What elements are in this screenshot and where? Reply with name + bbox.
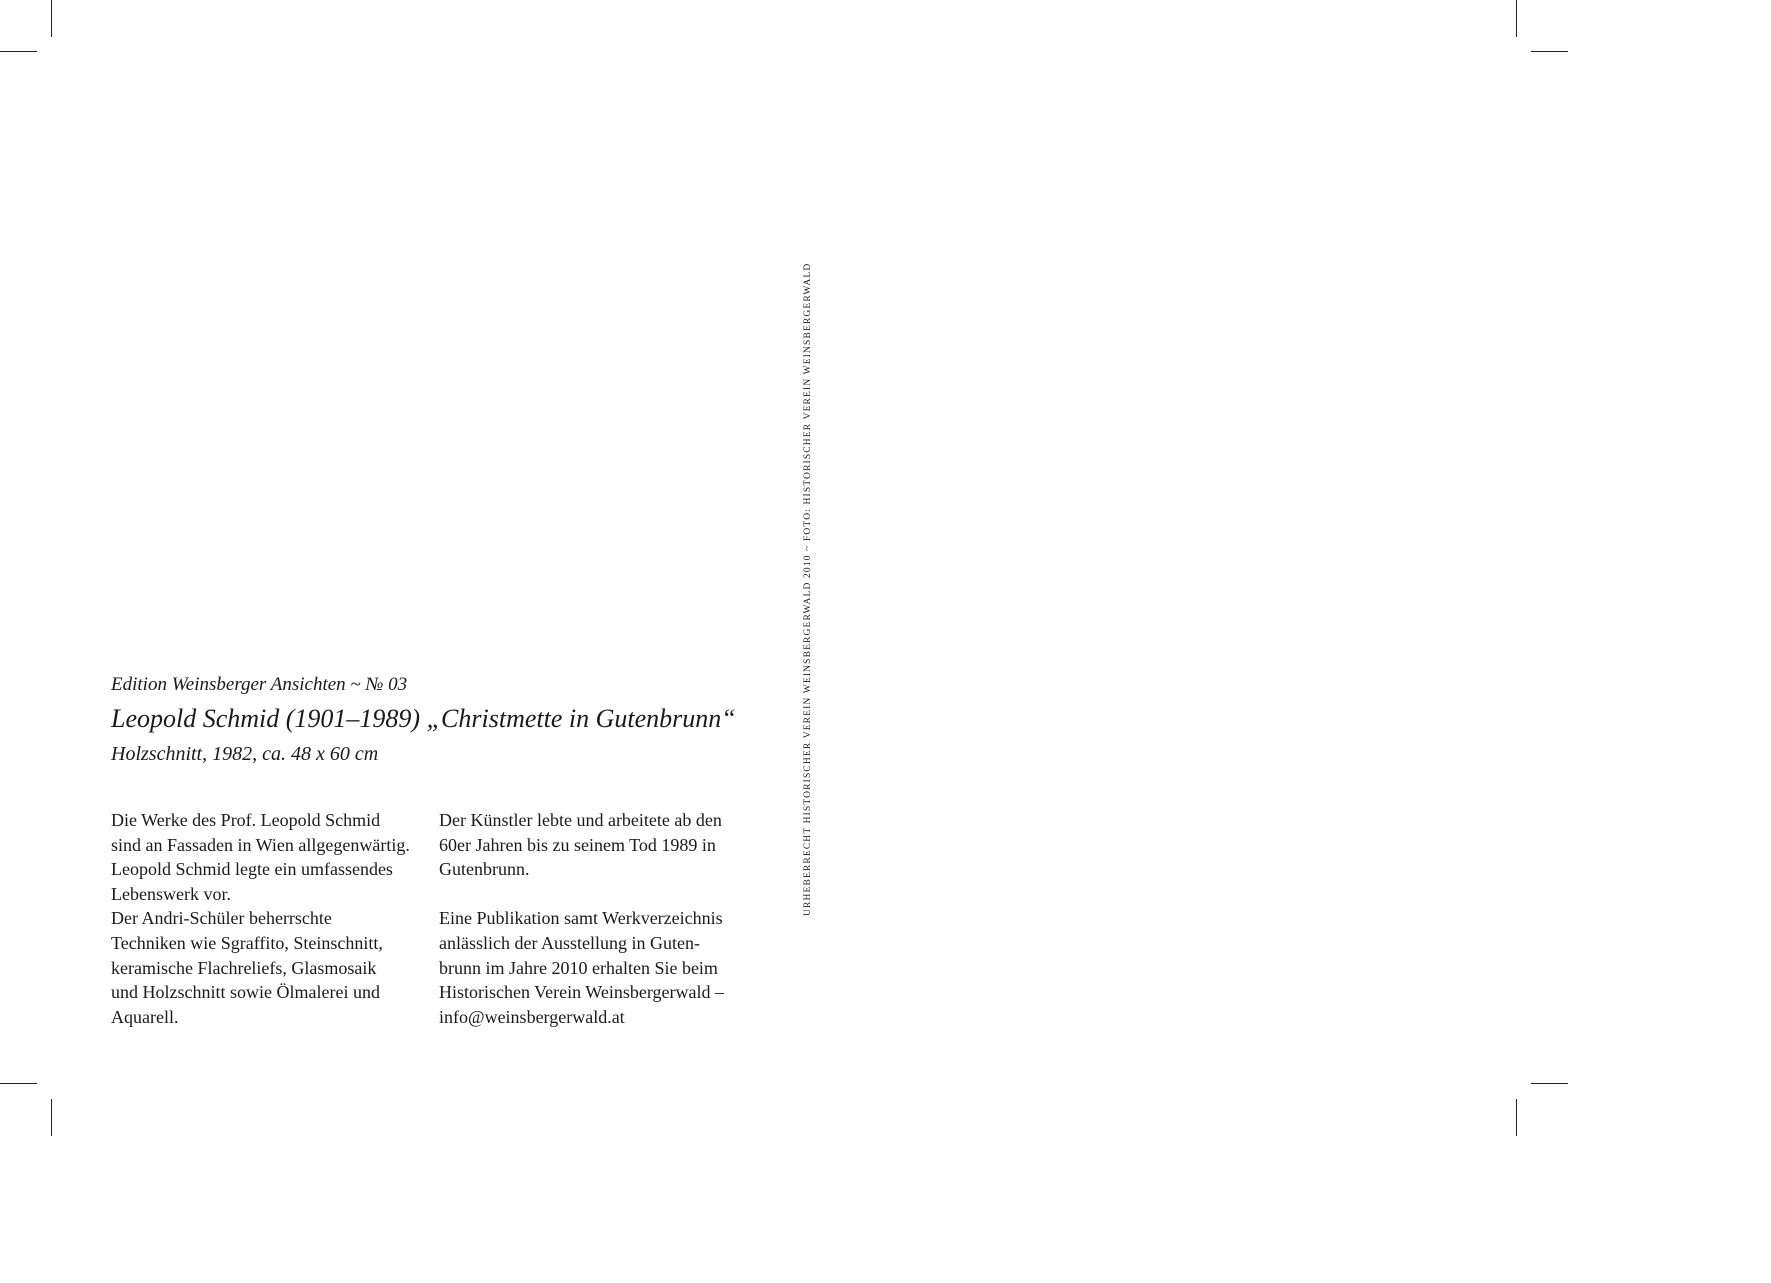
crop-mark xyxy=(51,1099,52,1136)
series-line: Edition Weinsberger Ansichten ~ № 03 xyxy=(111,674,408,695)
contact-email[interactable]: info@weinsbergerwald.at xyxy=(439,1006,625,1027)
crop-mark xyxy=(1531,1083,1568,1084)
crop-mark xyxy=(51,0,52,37)
copyright-credit: URHEBERRECHT HISTORISCHER VEREIN WEINSBERGERWALD 2010 ~ FOTO: HISTORISCHER VEREIN WEINSBERGERWALD xyxy=(803,262,813,916)
text-line: Die Werke des Prof. Leopold Schmid xyxy=(111,810,381,830)
crop-mark xyxy=(0,51,37,52)
artwork-title: Leopold Schmid (1901–1989) „Christmette in Gutenbrunn“ xyxy=(111,704,736,733)
text-line: Der Andri-Schüler beherrschte xyxy=(111,908,332,929)
text-line: anlässlich der Ausstellung in Guten- xyxy=(439,932,700,953)
text-line: sind an Fassaden in Wien allgegenwärtig. xyxy=(111,834,410,855)
caption-header xyxy=(111,673,811,767)
text-line: 60er Jahren bis zu seinem Tod 1989 in xyxy=(439,834,716,855)
crop-mark xyxy=(1516,0,1517,37)
text-line: Techniken wie Sgraffito, Steinschnitt, xyxy=(111,932,383,953)
text-line: Eine Publikation samt Werkverzeichnis xyxy=(439,908,723,929)
text-line: Leopold Schmid legte ein umfassendes xyxy=(111,859,393,880)
text-line: Aquarell. xyxy=(111,1006,179,1027)
crop-mark xyxy=(0,1083,37,1084)
crop-mark xyxy=(1516,1099,1517,1136)
body-column-right xyxy=(439,808,759,1029)
text-line: Lebenswerk vor. xyxy=(111,883,231,904)
text-line: und Holzschnitt sowie Ölmalerei und xyxy=(111,982,380,1003)
text-line: Gutenbrunn. xyxy=(439,859,530,880)
body-column-left xyxy=(111,808,421,1029)
text-line: Der Künstler lebte und arbeitete ab den xyxy=(439,810,722,830)
paragraph-gap xyxy=(439,882,759,907)
text-line: keramische Flachreliefs, Glasmosaik xyxy=(111,957,377,978)
text-line: brunn im Jahre 2010 erhalten Sie beim xyxy=(439,957,718,978)
technique-line: Holzschnitt, 1982, ca. 48 x 60 cm xyxy=(111,743,379,765)
crop-mark xyxy=(1531,51,1568,52)
text-line: Historischen Verein Weinsbergerwald – xyxy=(439,982,724,1003)
